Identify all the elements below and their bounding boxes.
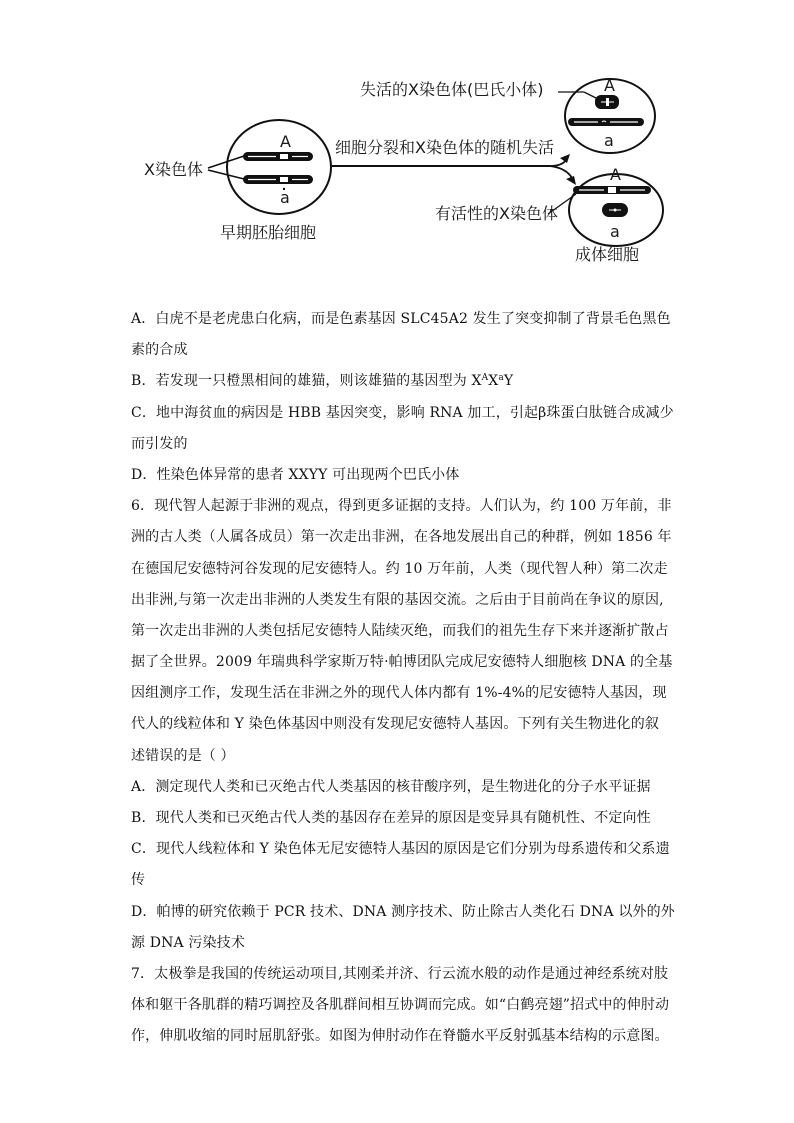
text-line: 作，伸肌收缩的同时屈肌舒张。如图为伸肘动作在脊髓水平反射弧基本结构的示意图。	[131, 1028, 669, 1045]
early-cell-outline	[227, 120, 331, 214]
option-b-prefix: B．若发现一只橙黑相间的雄猫，则该雄猫的基因型为 X	[131, 373, 482, 390]
text-line: C．地中海贫血的病因是 HBB 基因突变，影响 RNA 加工，引起β珠蛋白肽链合成减少	[131, 404, 674, 421]
text-line: 6．现代智人起源于非洲的观点，得到更多证据的支持。人们认为，约 100 万年前，非	[131, 498, 672, 515]
allele-a-top-right: A	[604, 76, 615, 95]
allele-a-lower-bottom-right: a	[610, 222, 620, 241]
question-text	[131, 304, 675, 1053]
text-line: 洲的古人类（人属各成员）第一次走出非洲，在各地发展出自己的种群，例如 1856 年	[131, 529, 672, 546]
process-arrow	[332, 154, 576, 185]
text-line: D．帕博的研究依赖于 PCR 技术、DNA 测序技术、防止除古人类化石 DNA 以外的外	[131, 903, 675, 920]
text-line: 述错误的是（ ）	[131, 747, 235, 764]
figure-drawing	[130, 70, 670, 270]
active-x-bottom	[573, 186, 651, 194]
allele-a-lower-left: a	[280, 188, 290, 207]
allele-a-bottom-right: A	[610, 165, 621, 184]
text-line: 体和躯干各肌群的精巧调控及各肌群间相互协调而完成。如“白鹤亮翅”招式中的伸肘动	[131, 997, 670, 1014]
active-x-label: 有活性的X染色体	[435, 204, 558, 223]
text-line: A．测定现代人类和已灭绝古代人类基因的核苷酸序列，是生物进化的分子水平证据	[131, 778, 651, 795]
x-inactivation-figure	[130, 70, 670, 270]
option-b-sup-2: a	[498, 373, 504, 384]
text-line: A．白虎不是老虎患白化病，而是色素基因 SLC45A2 发生了突变抑制了背景毛色黑色	[131, 311, 671, 327]
allele-a-upper-left: A	[280, 132, 291, 151]
option-b-sup-1: A	[481, 373, 489, 384]
chromosome-upper-left	[243, 152, 313, 161]
text-line: C．现代人线粒体和 Y 染色体无尼安德特人基因的原因是它们分别为母系遗传和父系遗	[131, 841, 670, 858]
chromosome-lower-left	[243, 175, 313, 190]
text-line: 代人的线粒体和 Y 染色体基因中则没有发现尼安德特人基因。下列有关生物进化的叙	[131, 716, 659, 733]
text-line: 第一次走出非洲的人类包括尼安德特人陆续灭绝，而我们的祖先生存下来并逐渐扩散占	[131, 622, 669, 639]
early-cell-label: 早期胚胎细胞	[220, 223, 317, 242]
text-line: 出非洲,与第一次走出非洲的人类发生有限的基因交流。之后由于目前尚在争议的原因,	[131, 591, 664, 608]
text-line: 因组测序工作，发现生活在非洲之外的现代人体内都有 1%-4%的尼安德特人基因，现	[131, 685, 667, 702]
active-x-top	[568, 118, 644, 126]
text-line: 据了全世界。2009 年瑞典科学家斯万特·帕博团队完成尼安德特人细胞核 DNA 的全基	[131, 654, 673, 671]
allele-a-lower-top-right: a	[604, 131, 614, 150]
barr-body-bottom	[602, 203, 628, 217]
text-line: 7．太极拳是我国的传统运动项目,其刚柔并济、行云流水般的动作是通过神经系统对肢	[131, 965, 669, 982]
text-line: 而引发的	[131, 435, 188, 452]
text-line: D．性染色体异常的患者 XXYY 可出现两个巴氏小体	[131, 466, 460, 483]
process-label: 细胞分裂和X染色体的随机失活	[335, 138, 554, 157]
option-b-suffix: Y	[503, 373, 514, 390]
text-line: 素的合成	[131, 342, 188, 359]
inactive-x-label: 失活的X染色体(巴氏小体)	[360, 80, 544, 99]
text-line: 源 DNA 污染技术	[131, 934, 245, 951]
barr-body-top	[595, 95, 619, 109]
option-b-line	[131, 366, 671, 397]
adult-cell-label: 成体细胞	[575, 245, 640, 264]
text-line: B．现代人类和已灭绝古代人类的基因存在差异的原因是变异具有随机性、不定向性	[131, 810, 651, 826]
text-line: 传	[131, 872, 146, 889]
option-b-mid: X	[488, 373, 499, 390]
x-chromosome-label: X染色体	[144, 160, 203, 179]
text-line: 在德国尼安德特河谷发现的尼安德特人。约 10 万年前，人类（现代智人种）第二次走	[131, 560, 668, 577]
